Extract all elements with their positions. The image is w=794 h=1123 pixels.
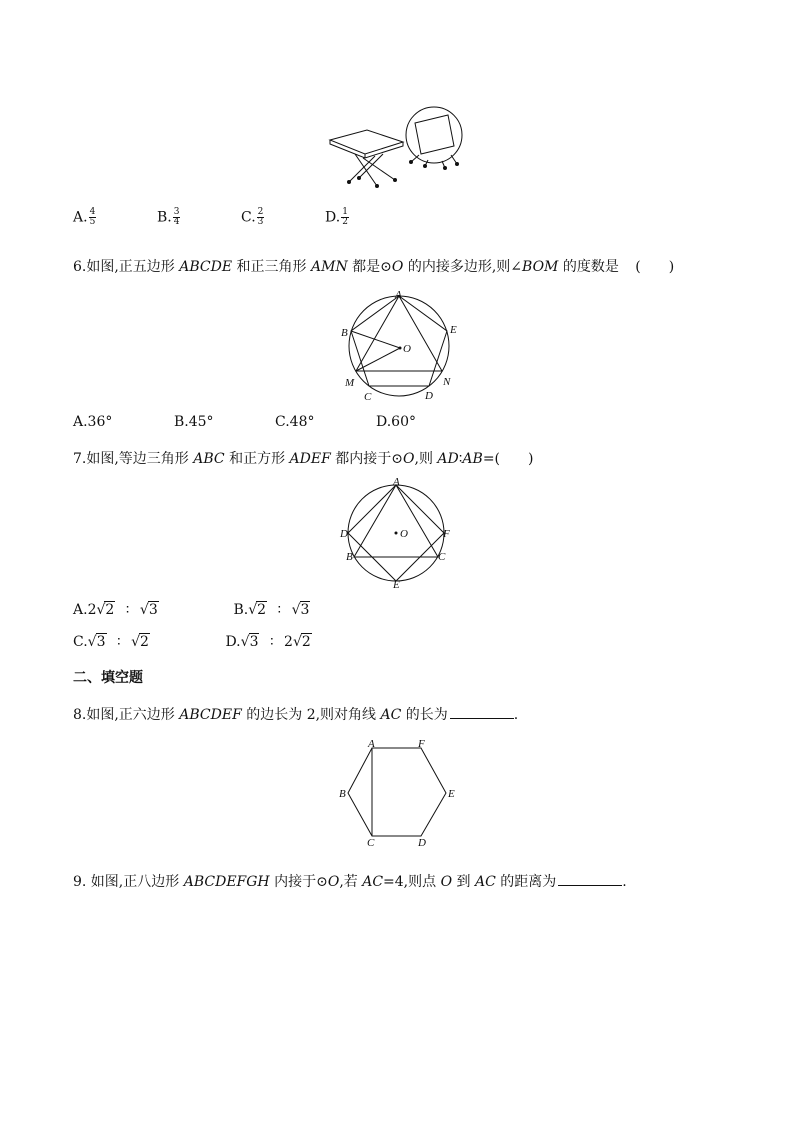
q7-option-d[interactable]: D.√3 ∶ 2√2: [225, 634, 311, 650]
label-a: A: [368, 738, 375, 750]
q7-options-row2: [73, 634, 312, 650]
label-c: C: [438, 551, 446, 563]
label-o: O: [403, 343, 411, 355]
triangle-square-circle-diagram: [338, 477, 454, 591]
q5-options: [73, 208, 385, 227]
q5-option-b[interactable]: B. $\frac{3}{4}$: [157, 207, 180, 227]
label-b: B: [346, 551, 353, 563]
q5-option-d[interactable]: D. $\frac{1}{2}$: [325, 207, 348, 227]
label-n: N: [443, 376, 451, 388]
label-o: O: [400, 528, 408, 540]
label-e: E: [448, 788, 455, 800]
q9-stem: 9. 如图,正八边形 ABCDEFGH 内接于⊙O,若 AC=4,则点 O 到 AC 的距离为 .: [73, 874, 627, 890]
q8-stem: 8.如图,正六边形 ABCDEF 的边长为 2,则对角线 AC 的长为 .: [73, 707, 519, 723]
folding-table-diagram: [325, 98, 470, 190]
q6-option-a[interactable]: A.36°: [73, 414, 113, 430]
q6-options: [73, 414, 436, 430]
q7-stem: 7.如图,等边三角形 ABC 和正方形 ADEF 都内接于⊙O,则 AD∶AB=( ): [73, 451, 534, 467]
q7-options-row1: [73, 602, 310, 618]
label-d: D: [340, 528, 348, 540]
label-d: D: [425, 390, 433, 402]
q6-stem: 6.如图,正五边形 ABCDE 和正三角形 AMN 都是⊙O 的内接多边形,则∠BOM 的度数是 ( ): [73, 259, 675, 275]
q5-option-c[interactable]: C. $\frac{2}{3}$: [241, 207, 264, 227]
q6-option-c[interactable]: C.48°: [275, 414, 315, 430]
q6-option-b[interactable]: B.45°: [174, 414, 214, 430]
label-f: F: [418, 738, 425, 750]
section-heading: 二、填空题: [73, 670, 143, 686]
q7-option-a[interactable]: A.2√2 ∶ √3: [73, 602, 158, 618]
q7-option-b[interactable]: B.√2 ∶ √3: [233, 602, 310, 618]
answer-blank[interactable]: [450, 718, 514, 719]
q5-option-a[interactable]: A. $\frac{4}{5}$: [73, 207, 96, 227]
label-c: C: [367, 837, 375, 849]
label-e: E: [393, 579, 400, 591]
answer-bracket[interactable]: ( ): [635, 259, 675, 275]
hexagon-diagram: [334, 736, 462, 850]
q7-option-c[interactable]: C.√3 ∶ √2: [73, 634, 149, 650]
label-m: M: [345, 377, 355, 389]
label-a: A: [395, 289, 402, 301]
q6-option-d[interactable]: D.60°: [376, 414, 416, 430]
label-a: A: [393, 477, 400, 488]
label-c: C: [364, 391, 372, 403]
label-b: B: [339, 788, 346, 800]
label-e: E: [450, 324, 457, 336]
label-d: D: [418, 837, 426, 849]
label-b: B: [341, 327, 348, 339]
label-f: F: [443, 528, 450, 540]
answer-blank[interactable]: [558, 885, 622, 886]
pentagon-triangle-circle-diagram: [338, 288, 460, 404]
